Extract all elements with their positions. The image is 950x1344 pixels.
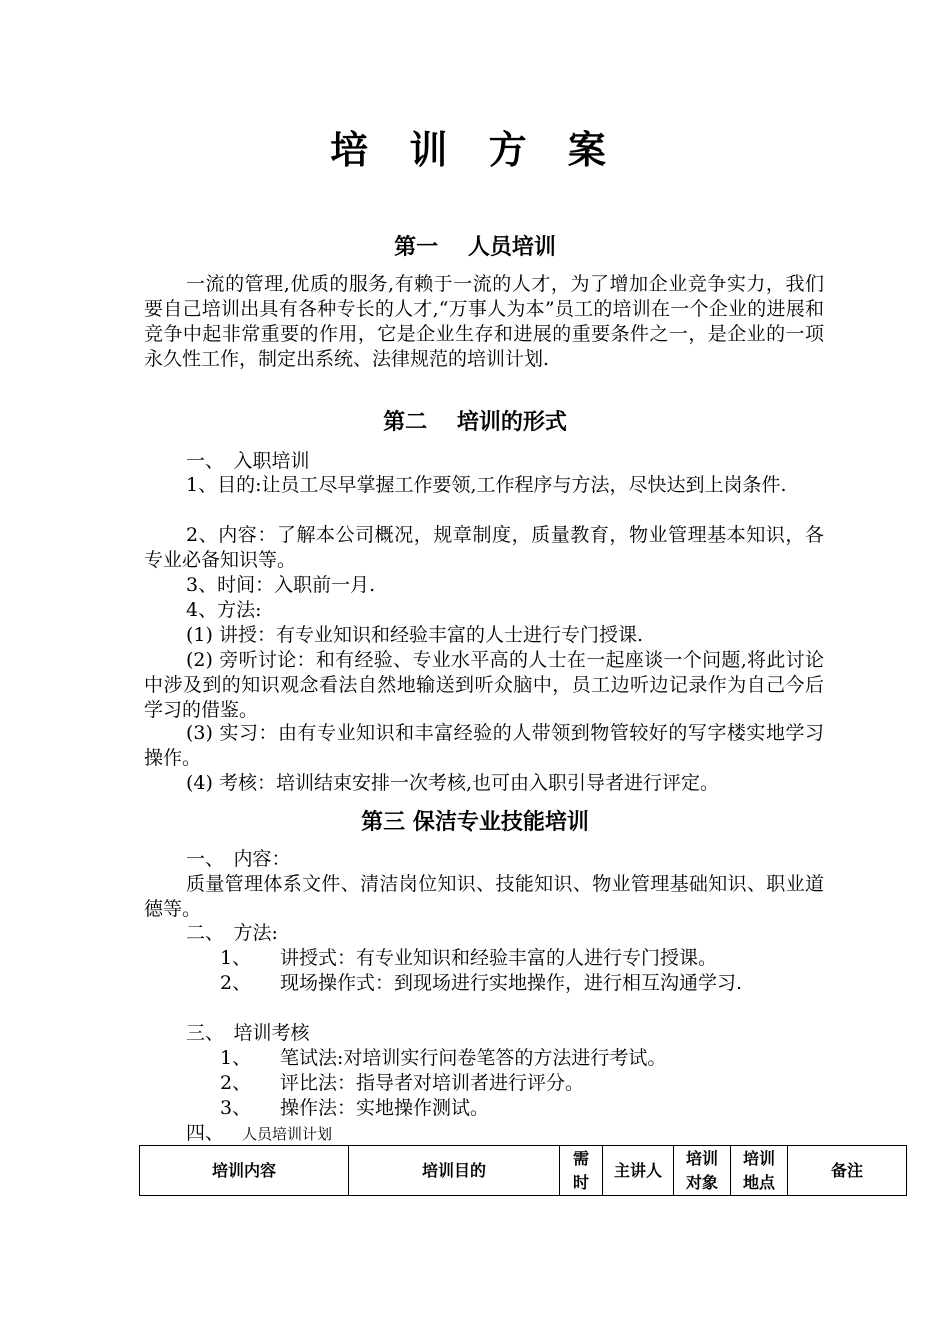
column-header-duration: 需时 xyxy=(572,1148,589,1192)
column-header-audience: 培训对象 xyxy=(685,1148,718,1192)
section-3-subheading-content: 一、 内容： xyxy=(186,848,291,870)
list-text: 操作法：实地操作测试。 xyxy=(280,1097,490,1119)
section-1-body: 一流的管理,优质的服务,有赖于一流的人才，为了增加企业竞争实力，我们要自己培训出具有各种专长的人才,“万事人为本”员工的培训在一个企业的进展和竞争中起非常重要的作用，它是企业生存和进展的重要条件之一，是企业的一项永久性工作，制定出系统、法律规范的培训计划. xyxy=(144,273,824,370)
section-2-item-time: 3、时间：入职前一月. xyxy=(186,574,376,596)
list-number: 3、 xyxy=(220,1097,252,1119)
column-header-location: 培训地点 xyxy=(742,1148,775,1192)
section-2-item-method: 4、方法: xyxy=(186,599,262,621)
list-text: 评比法：指导者对培训者进行评分。 xyxy=(280,1072,585,1094)
list-text: 笔试法:对培训实行问卷笔答的方法进行考试。 xyxy=(280,1047,667,1069)
section-2-method-assessment: (4) 考核：培训结束安排一次考核,也可由入职引导者进行评定。 xyxy=(186,772,719,794)
list-text: 现场操作式：到现场进行实地操作，进行相互沟通学习. xyxy=(280,972,743,994)
section-2-method-discussion: (2) 旁听讨论：和有经验、专业水平高的人士在一起座谈一个问题,将此讨论中涉及到的知识观念看法自然地输送到听众脑中，员工边听边记录作为自己今后学习的借鉴。 xyxy=(144,649,824,721)
section-2-method-lecture: (1) 讲授：有专业知识和经验丰富的人士进行专门授课. xyxy=(186,624,643,646)
list-number: 2、 xyxy=(220,972,252,994)
column-header-content: 培训内容 xyxy=(140,1146,349,1196)
list-text: 讲授式：有专业知识和经验丰富的人进行专门授课。 xyxy=(280,947,718,969)
plan-number: 四、 xyxy=(186,1122,225,1144)
list-number: 2、 xyxy=(220,1072,252,1094)
list-number: 1、 xyxy=(220,1047,252,1069)
section-3-heading: 第三 保洁专业技能培训 xyxy=(361,810,589,835)
document-title: 培 训 方 案 xyxy=(330,128,620,172)
section-3-content-text: 质量管理体系文件、清洁岗位知识、技能知识、物业管理基础知识、职业道德等。 xyxy=(144,873,824,920)
section-3-subheading-plan xyxy=(186,1121,332,1147)
section-3-subheading-method: 二、 方法: xyxy=(186,922,278,944)
column-header-remarks: 备注 xyxy=(788,1146,907,1196)
training-plan-table xyxy=(139,1145,907,1196)
list-number: 1、 xyxy=(220,947,252,969)
column-header-lecturer: 主讲人 xyxy=(603,1146,674,1196)
plan-label: 人员培训计划 xyxy=(242,1125,333,1143)
section-3-subheading-exam: 三、 培训考核 xyxy=(186,1022,310,1044)
section-2-item-content: 2、内容：了解本公司概况，规章制度，质量教育，物业管理基本知识，各专业必备知识等。 xyxy=(144,524,824,571)
section-2-method-practice: (3) 实习：由有专业知识和丰富经验的人带领到物管较好的写字楼实地学习操作。 xyxy=(144,722,824,769)
section-2-item-purpose: 1、目的:让员工尽早掌握工作要领,工作程序与方法，尽快达到上岗条件. xyxy=(186,474,787,496)
section-2-subheading-onboarding: 一、 入职培训 xyxy=(186,450,310,472)
section-1-heading: 第一 人员培训 xyxy=(394,235,556,260)
table-header-row xyxy=(140,1146,907,1196)
section-2-heading: 第二 培训的形式 xyxy=(383,410,567,435)
column-header-purpose: 培训目的 xyxy=(349,1146,560,1196)
